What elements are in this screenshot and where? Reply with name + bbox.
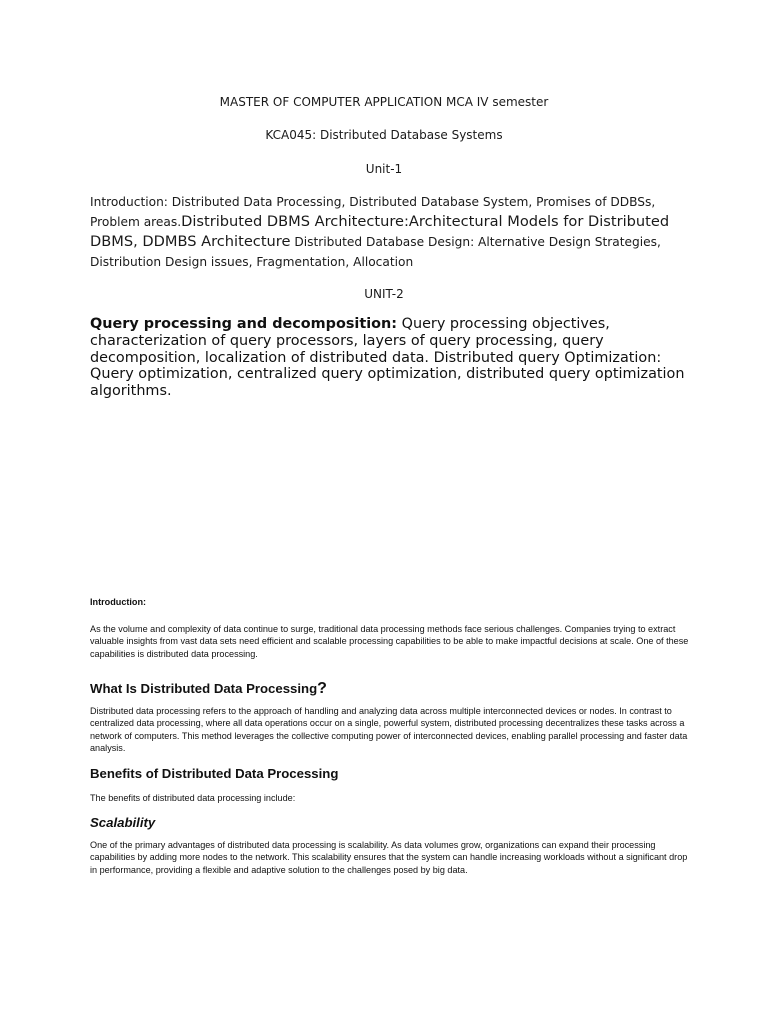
unit1-design-text: Distributed Database Design: Alternative Design Strategies, Distribution Design issues, Fragmentation, Allocation bbox=[90, 235, 661, 269]
course-title: KCA045: Distributed Database Systems bbox=[265, 128, 503, 142]
unit2-lead: Query processing and decomposition: bbox=[90, 316, 398, 332]
intro-heading: Introduction: bbox=[90, 597, 147, 607]
unit1-heading: Unit-1 bbox=[365, 162, 403, 176]
unit1-architecture-text: Distributed DBMS Architecture:Architectural Models for Distributed DBMS, DDMBS Architecture bbox=[90, 213, 670, 250]
what-heading-mark: ? bbox=[317, 680, 327, 697]
unit1-intro-text: Introduction: Distributed Data Processing, Distributed Database System, Promises of DDBSs, Problem areas. bbox=[90, 195, 656, 229]
program-title: MASTER OF COMPUTER APPLICATION MCA IV semester bbox=[219, 95, 549, 109]
what-heading-text: What Is Distributed Data Processing bbox=[90, 681, 318, 696]
unit2-text: Query processing objectives, characterization of query processors, layers of query processing, query decomposition, localization of distributed data. Distributed query Optimization: Query optimization, centralized query optimization, distributed query optimization algorithms. bbox=[90, 316, 685, 400]
unit2-heading: UNIT-2 bbox=[364, 287, 404, 301]
what-heading bbox=[90, 680, 690, 698]
what-paragraph: Distributed data processing refers to the approach of handling and analyzing data across multiple interconnected devices or nodes. In contrast to centralized data processing, where all data operations occur on a single, powerful system, distributed processing decentralizes these tasks across a network of computers. This method leverages the collective computing power of interconnected devices, enabling parallel processing and faster data analysis. bbox=[90, 706, 688, 754]
unit1-syllabus bbox=[90, 192, 690, 272]
benefits-paragraph: The benefits of distributed data processing include: bbox=[90, 793, 296, 803]
scalability-paragraph: One of the primary advantages of distributed data processing is scalability. As data volumes grow, organizations can expand their processing capabilities by adding more nodes to the network. This scalability ensures that the system can handle increasing workloads without a significant drop in performance, providing a flexible and adaptive solution to the challenges posed by big data. bbox=[90, 840, 688, 875]
intro-paragraph: As the volume and complexity of data continue to surge, traditional data processing methods face serious challenges. Companies trying to extract valuable insights from vast data sets need efficient and scalable processing capabilities to be able to make impactful decisions at scale. One of these capabilities is distributed data processing. bbox=[90, 624, 689, 659]
unit2-syllabus bbox=[90, 316, 690, 400]
scalability-heading: Scalability bbox=[90, 815, 156, 830]
benefits-heading: Benefits of Distributed Data Processing bbox=[90, 766, 339, 781]
